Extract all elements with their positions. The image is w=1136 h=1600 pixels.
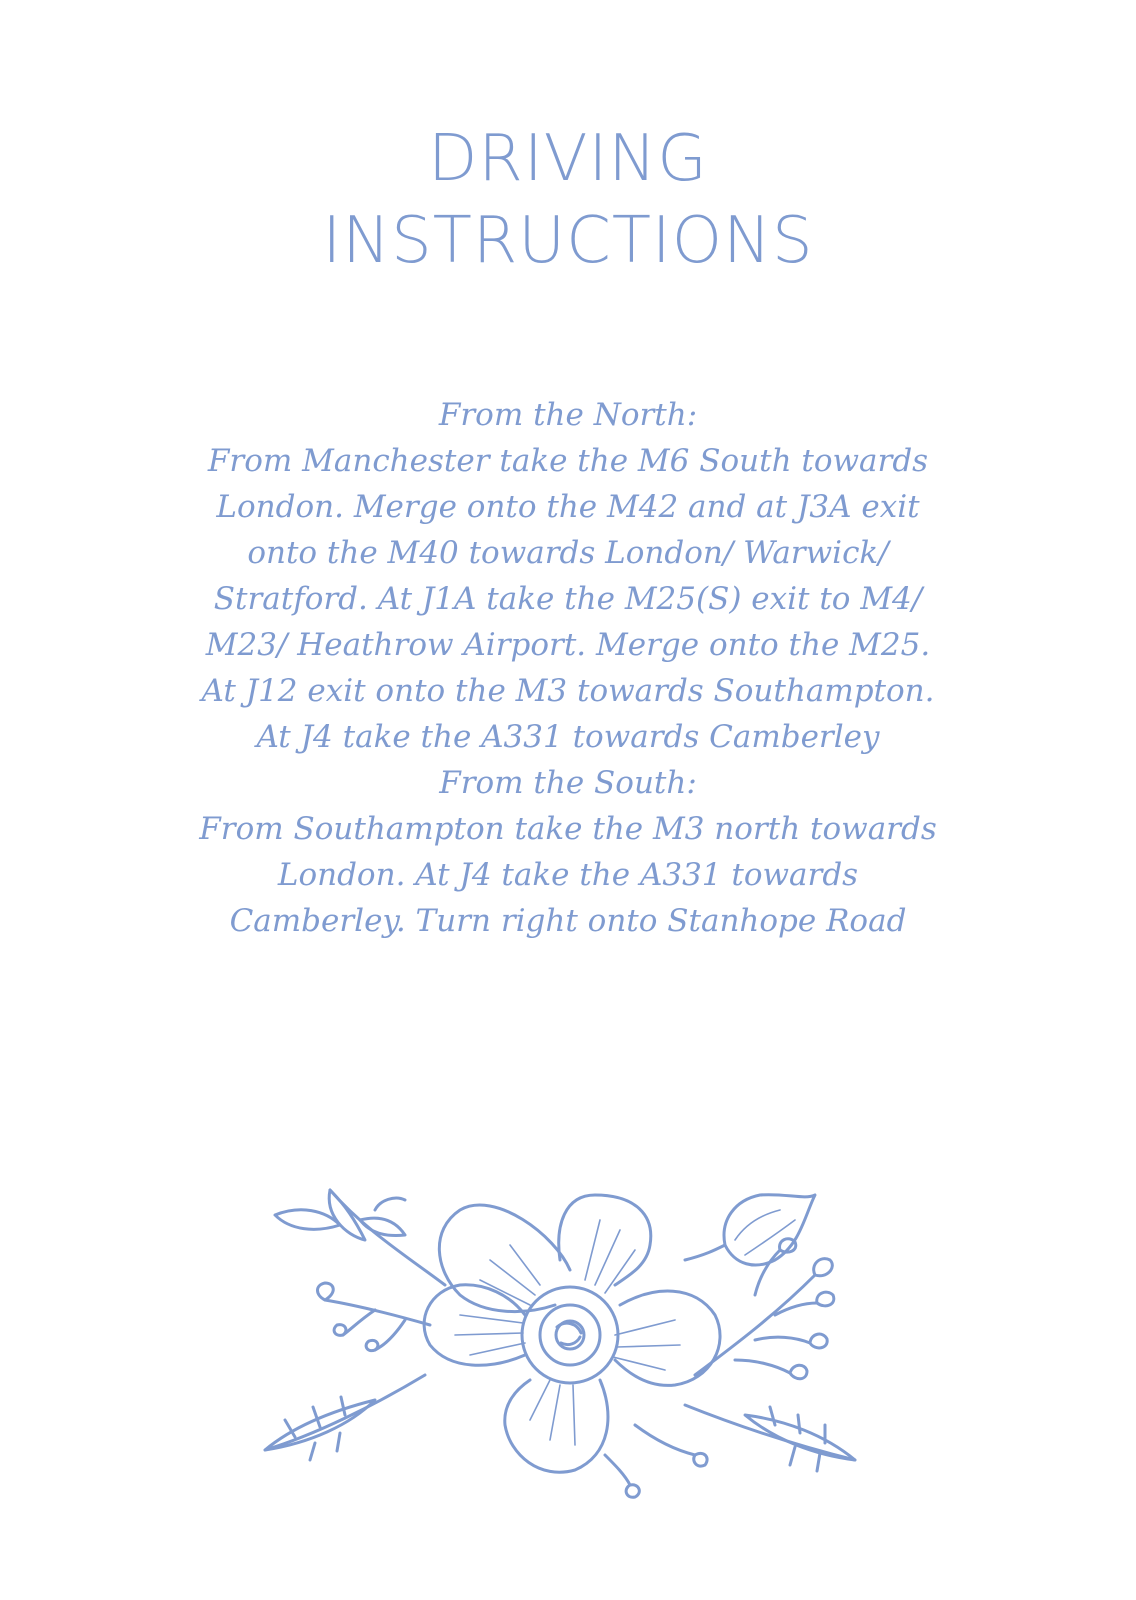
directions-text	[188, 392, 948, 944]
south-heading: From the South:	[439, 765, 697, 801]
south-directions: From Southampton take the M3 north towards London. At J4 take the A331 towards Camberley. Turn right onto Stanhope Road	[199, 811, 937, 939]
title-line-1: DRIVING	[428, 122, 708, 196]
floral-illustration-icon	[255, 1175, 885, 1515]
north-directions: From Manchester take the M6 South towards London. Merge onto the M42 and at J3A exit onto the M40 towards London/ Warwick/ Stratford. At J1A take the M25(S) exit to M4/ M23/ Heathrow Airport. Merge onto the M25. At J12 exit onto the M3 towards Southampton. At J4 take the A331 towards Camberley	[201, 443, 935, 755]
page-title	[0, 118, 1136, 282]
title-line-2: INSTRUCTIONS	[322, 204, 814, 278]
north-heading: From the North:	[438, 397, 698, 433]
